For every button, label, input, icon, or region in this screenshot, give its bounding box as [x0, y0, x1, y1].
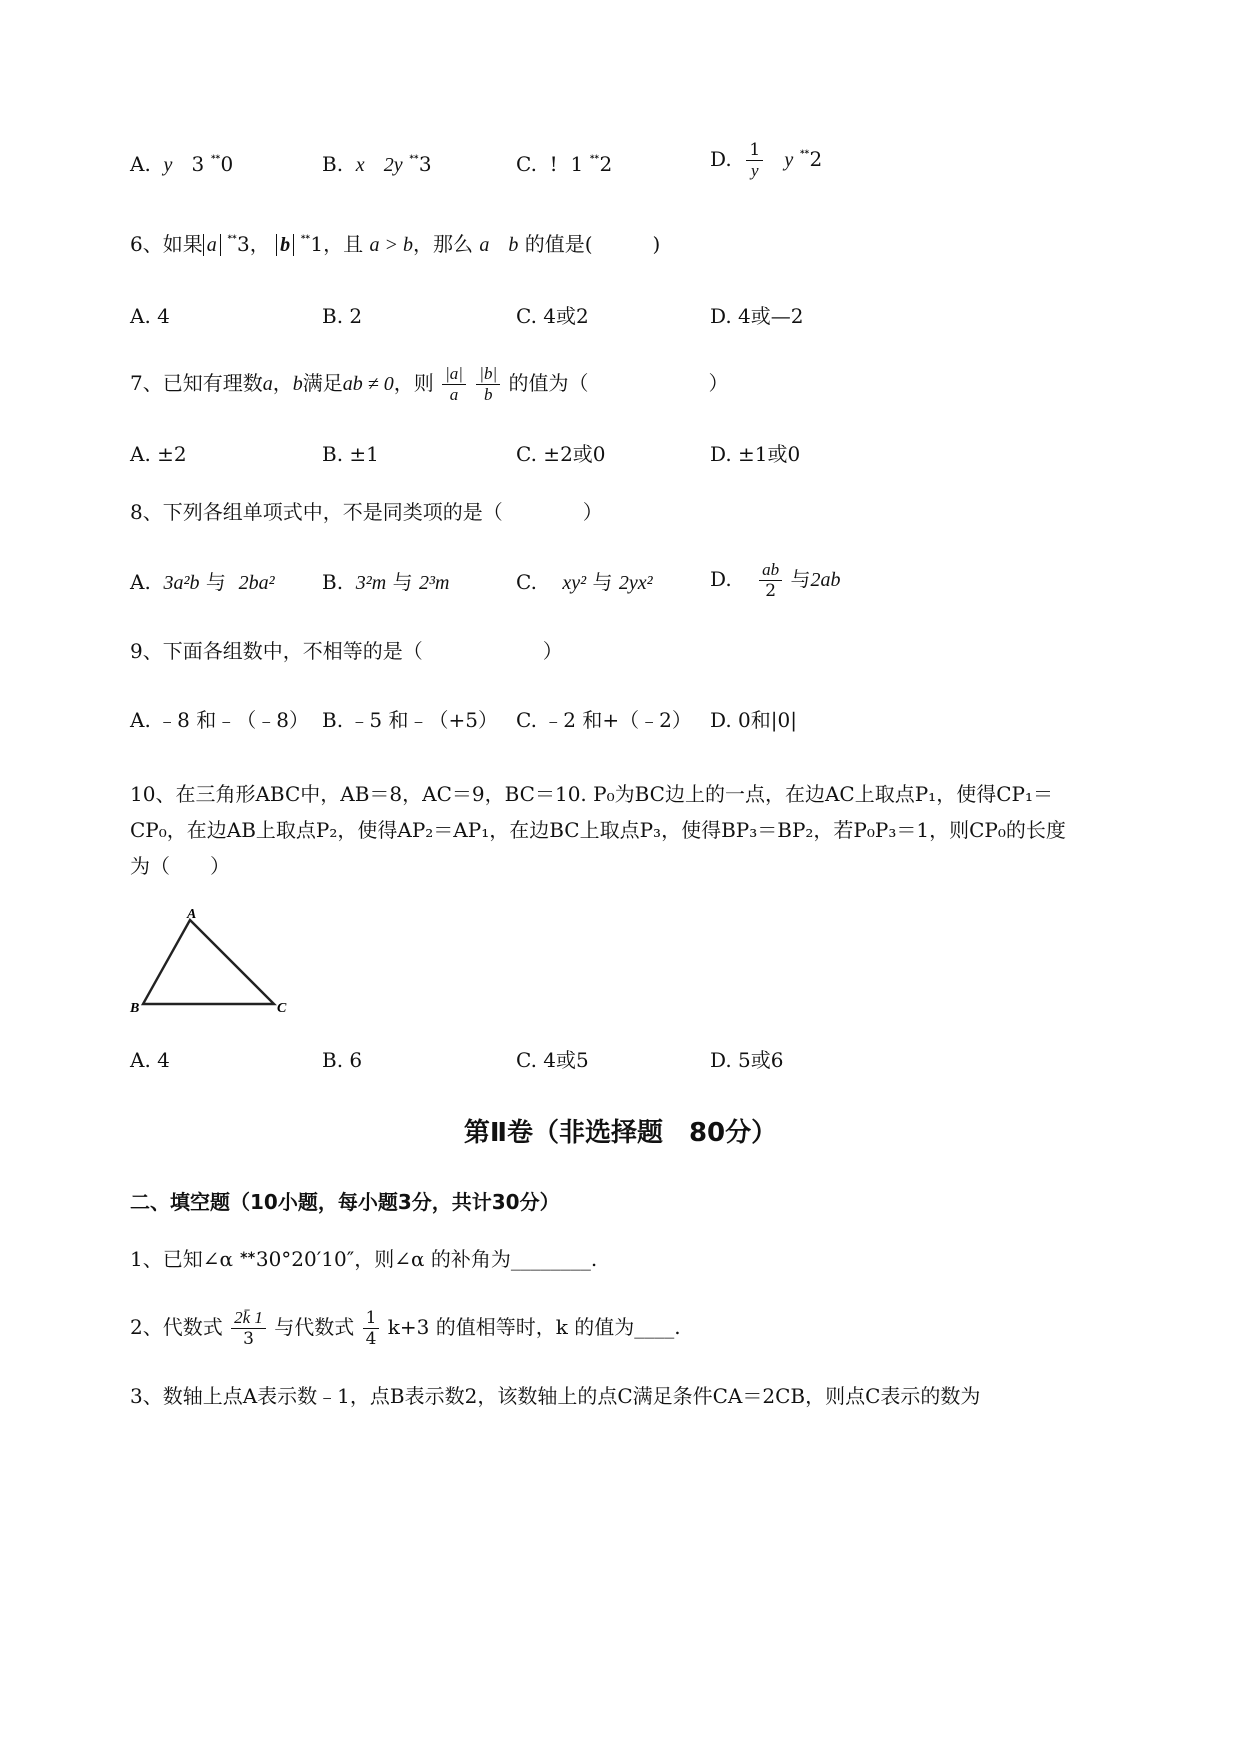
q10-option-c: C. 4或5 [516, 1048, 589, 1072]
q5-option-b: B. x 2y $^ᕯ$3 [322, 152, 432, 176]
q7-option-a: A. ±2 [130, 442, 187, 466]
q6-option-b: B. 2 [322, 304, 363, 328]
q6-option-d: D. 4或—2 [710, 304, 804, 328]
part2-heading: 第Ⅱ卷（非选择题 80分） [463, 1118, 778, 1148]
triangle-figure [126, 904, 296, 1030]
fill-question-1: 1、已知∠α ᕯ30°20′10″，则∠α 的补角为________. [130, 1247, 598, 1271]
q9-option-d: D. 0和|0| [710, 708, 797, 732]
q9-option-a: A. ﹣8 和﹣（﹣8） [130, 708, 309, 732]
q7-option-d: D. ±1或0 [710, 442, 801, 466]
triangle-abc [143, 920, 274, 1004]
fill-question-2: 2、代数式 $\frac{2k̄ 1}{3}$ 与代数式 $\frac{1}{4}$ k+3 的值相等时，k 的值为____. [130, 1308, 681, 1349]
q10-line-1: 10、在三角形ABC中，AB＝8，AC＝9，BC＝10. P₀为BC边上的一点，在边AC上取点P₁，使得CP₁＝ [130, 782, 1053, 806]
q9-option-c: C. ﹣2 和+（﹣2） [516, 708, 692, 732]
fill2-fraction-a: $\frac{2k̄ 1}{3}$ [231, 1308, 266, 1349]
q8-option-a: A. 3a²b 与 2ba² [130, 570, 275, 594]
q9-question: 9、下面各组数中，不相等的是（ ） [130, 639, 563, 663]
q6-option-c: C. 4或2 [516, 304, 589, 328]
vertex-label-a: A [187, 907, 197, 922]
fill-question-3: 3、数轴上点A表示数﹣1，点B表示数2，该数轴上的点C满足条件CA＝2CB，则点C表示的数为 [130, 1384, 981, 1408]
q5-d-fraction: $\frac{1}{y}$ [746, 140, 763, 181]
vertex-label-b: B [130, 1001, 140, 1016]
section-fill-in-title: 二、填空题（10小题，每小题3分，共计30分） [130, 1190, 560, 1214]
vertex-label-c: C [277, 1001, 287, 1016]
q10-option-d: D. 5或6 [710, 1048, 784, 1072]
q8-d-fraction: $\frac{ab}{2}$ [759, 560, 782, 601]
q5-option-a: A. y 3 $^ᕯ$0 [130, 152, 234, 176]
q7-question: 7、已知有理数a，b满足ab ≠ 0，则 $\frac{|a|}{a}$ $\frac{|b|}{b}$ 的值为（ ） [130, 364, 729, 404]
q7-option-b: B. ±1 [322, 442, 379, 466]
q10-line-3: 为（ ） [130, 854, 230, 878]
q10-option-b: B. 6 [322, 1048, 363, 1072]
q5-option-d: D. $\frac{1}{y}$ y $^ᕯ$2 [710, 140, 823, 180]
q10-option-a: A. 4 [130, 1048, 170, 1072]
q9-option-b: B. ﹣5 和﹣（+5） [322, 708, 498, 732]
q6-option-a: A. 4 [130, 304, 170, 328]
q10-line-2: CP₀，在边AB上取点P₂，使得AP₂＝AP₁，在边BC上取点P₃，使得BP₃＝BP₂，若P₀P₃＝1，则CP₀的长度 [130, 818, 1066, 842]
q6-question: 6、如果 a $^ᕯ$3， b $^ᕯ$1，且 a > b，那么 a b 的值是( ) [130, 232, 661, 256]
q7-fraction-b: $\frac{|b|}{b}$ [476, 364, 500, 405]
q7-fraction-a: $\frac{|a|}{a}$ [442, 364, 466, 405]
q7-option-c: C. ±2或0 [516, 442, 606, 466]
q8-option-c: C. xy² 与 2yx² [516, 570, 653, 594]
q10-question [130, 776, 1120, 884]
fill2-fraction-b: $\frac{1}{4}$ [363, 1308, 380, 1349]
q8-question: 8、下列各组单项式中，不是同类项的是（ ） [130, 500, 603, 524]
q8-option-d: D. $\frac{ab}{2}$ 与2ab [710, 560, 841, 601]
q5-option-c: C. ! 1 $^ᕯ$2 [516, 152, 613, 176]
q8-option-b: B. 3²m 与 2³m [322, 570, 450, 594]
